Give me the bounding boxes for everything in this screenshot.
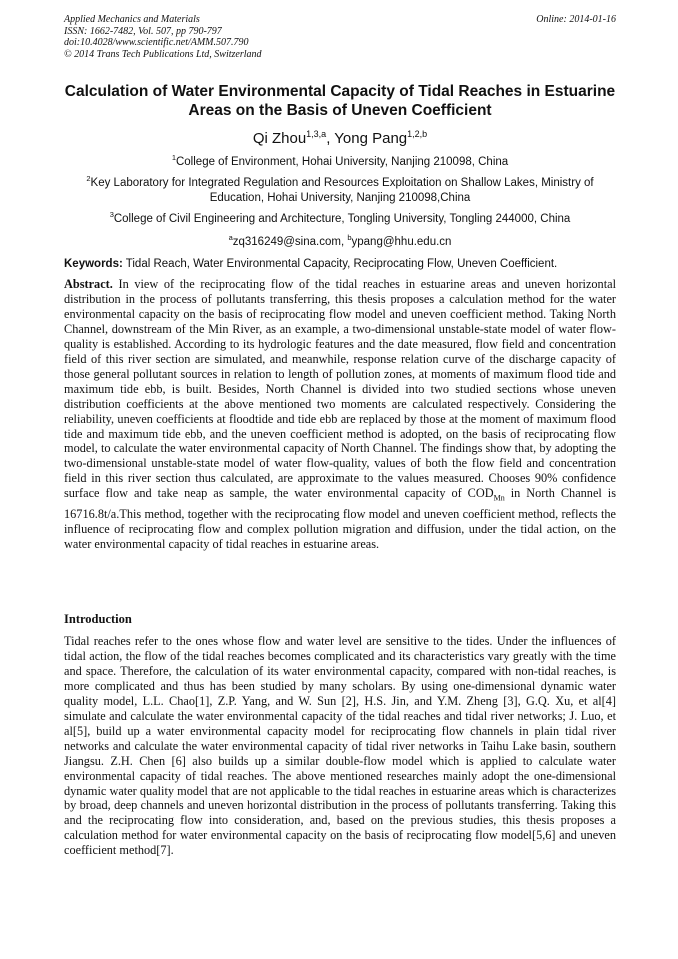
affiliation-1 bbox=[64, 150, 616, 170]
keywords-text: Tidal Reach, Water Environmental Capacity, Reciprocating Flow, Uneven Coefficient. bbox=[122, 258, 558, 270]
email-marker: b bbox=[347, 233, 352, 242]
copyright-line: © 2014 Trans Tech Publications Ltd, Switzerland bbox=[64, 48, 262, 60]
section-heading-introduction: Introduction bbox=[64, 612, 132, 626]
abstract-text: In view of the reciprocating flow of the tidal reaches in estuarine areas and uneven horizontal distribution in the process of pollutants transferring, this thesis proposes a calculation method for the water environmental capacity on the basis of reciprocating flow model and uneven coefficient method. Taking North Channel, downstream of the Min River, as an example, a two-dimensional unstable-state model of water flow-quality is established. According to its hydrologic features and the date measured, flow field and concentration field of this river section are simulated, and meanwhile, response relation curve of the discharge capacity of those general pollutant sources in relation to length of pollution zones, at moments of maximum flood tide and maximum tide ebb, is built. Besides, North Channel is divided into two studied sections whose uneven distribution coefficients at the above mentioned two moments are calculated respectively. Considering the reliability, uneven coefficients at floodtide and tide ebb are replaced by those at the moment of maximum flood tide and maximum tide ebb, and the uneven coefficient method is adopted, on the basis of reciprocating flow model, to calculate the water environmental capacity of North Channel. The findings show that, by adopting the two-dimensional unstable-state model of water flow-quality, values of both the flow field and concentration field in this river section thus calculated, are approximate to the values measured. Chooses 90% confidence surface flow and take neap as sample, the water environmental capacity of COD bbox=[64, 277, 616, 501]
author-name: Qi Zhou bbox=[252, 130, 307, 147]
email-address: zq316249@sina.com, bbox=[232, 235, 348, 248]
keywords-label: Keywords: bbox=[64, 258, 123, 270]
email-marker: a bbox=[228, 233, 233, 242]
affiliation-marker: 3 bbox=[109, 210, 114, 219]
affiliation-marker: 1 bbox=[171, 153, 176, 162]
abstract-label: Abstract. bbox=[64, 277, 113, 291]
affiliation-3 bbox=[64, 207, 616, 227]
affiliation-marker: 2 bbox=[86, 174, 91, 183]
abstract bbox=[64, 277, 616, 552]
abstract-text-cont: in North Channel is 16716.8t/a.This method, together with the reciprocating flow model and uneven coefficient method, reflects the influence of reciprocating flow and complex pollution migration and diffusion, under the tidal action, on the water environmental capacity of tidal reaches in estuarine areas. bbox=[64, 486, 616, 551]
doi-line: doi:10.4028/www.scientific.net/AMM.507.790 bbox=[64, 37, 249, 48]
online-date: Online: 2014-01-16 bbox=[536, 14, 616, 25]
author-line bbox=[64, 125, 616, 148]
introduction-paragraph: Tidal reaches refer to the ones whose flow and water level are sensitive to the tides. Under the influences of tidal action, the flow of the tidal reaches becomes complicated and its characteristics vary greatly with the time and space. Therefore, the calculation of its water environmental capacity, compared with non-tidal reaches, is more complicated and thus has been studied by many scholars. By using one-dimensional dynamic water quality model, L.L. Chao[1], Z.P. Yang, and W. Sun [2], H.S. Jin, and Y.M. Zheng [3], G.Q. Xu, et al[4] simulate and calculate the water environmental capacity of the tidal reaches and tidal river networks; J. Luo, et al[5], build up a water environmental capacity model for reciprocating flow channels in plain tidal river networks and calculate the water environmental capacity of tidal river networks in Taihu Lake basin, southern Jiangsu. Z.H. Chen [6] also builds up a similar double-flow model which is applied to calculate water environmental capacity of tidal reaches. The above mentioned researches mainly adopt the one-dimensional dynamic water quality model that are not applicable to the tidal reaches in estuarine areas which is characterizes by broad, deep channels and uneven horizontal distribution in the process of pollutants transferring. Taking this and the reciprocating flow into consideration, and, based on the previous studies, this thesis proposes a calculation method for water environmental capacity on the basis of reciprocating flow model[5,6] and uneven coefficient method[7]. bbox=[64, 634, 616, 858]
author-superscript: 1,3,a bbox=[306, 129, 327, 139]
affiliation-text: College of Civil Engineering and Architecture, Tongling University, Tongling 244000, China bbox=[113, 212, 571, 225]
author-superscript: 1,2,b bbox=[407, 129, 428, 139]
issn-line: ISSN: 1662-7482, Vol. 507, pp 790-797 bbox=[64, 25, 222, 37]
journal-name: Applied Mechanics and Materials bbox=[64, 14, 200, 25]
email-line bbox=[64, 230, 616, 250]
affiliation-text: College of Environment, Hohai University, Nanjing 210098, China bbox=[175, 155, 509, 168]
keywords bbox=[64, 257, 616, 272]
author-separator: , bbox=[326, 130, 335, 147]
email-address: ypang@hhu.edu.cn bbox=[351, 235, 452, 248]
header-left bbox=[64, 14, 262, 60]
affiliation-text: Key Laboratory for Integrated Regulation and Resources Exploitation on Shallow Lakes, Ministry of Education, Hohai University, Nanjing 210098,China bbox=[90, 176, 594, 204]
affiliation-2 bbox=[64, 171, 616, 206]
journal-header bbox=[64, 14, 616, 60]
author-name: Yong Pang bbox=[334, 130, 408, 147]
paper-title: Calculation of Water Environmental Capacity of Tidal Reaches in Estuarine Areas on the Basis of Uneven Coefficient bbox=[64, 83, 616, 119]
abstract-subscript: Mn bbox=[493, 493, 505, 503]
